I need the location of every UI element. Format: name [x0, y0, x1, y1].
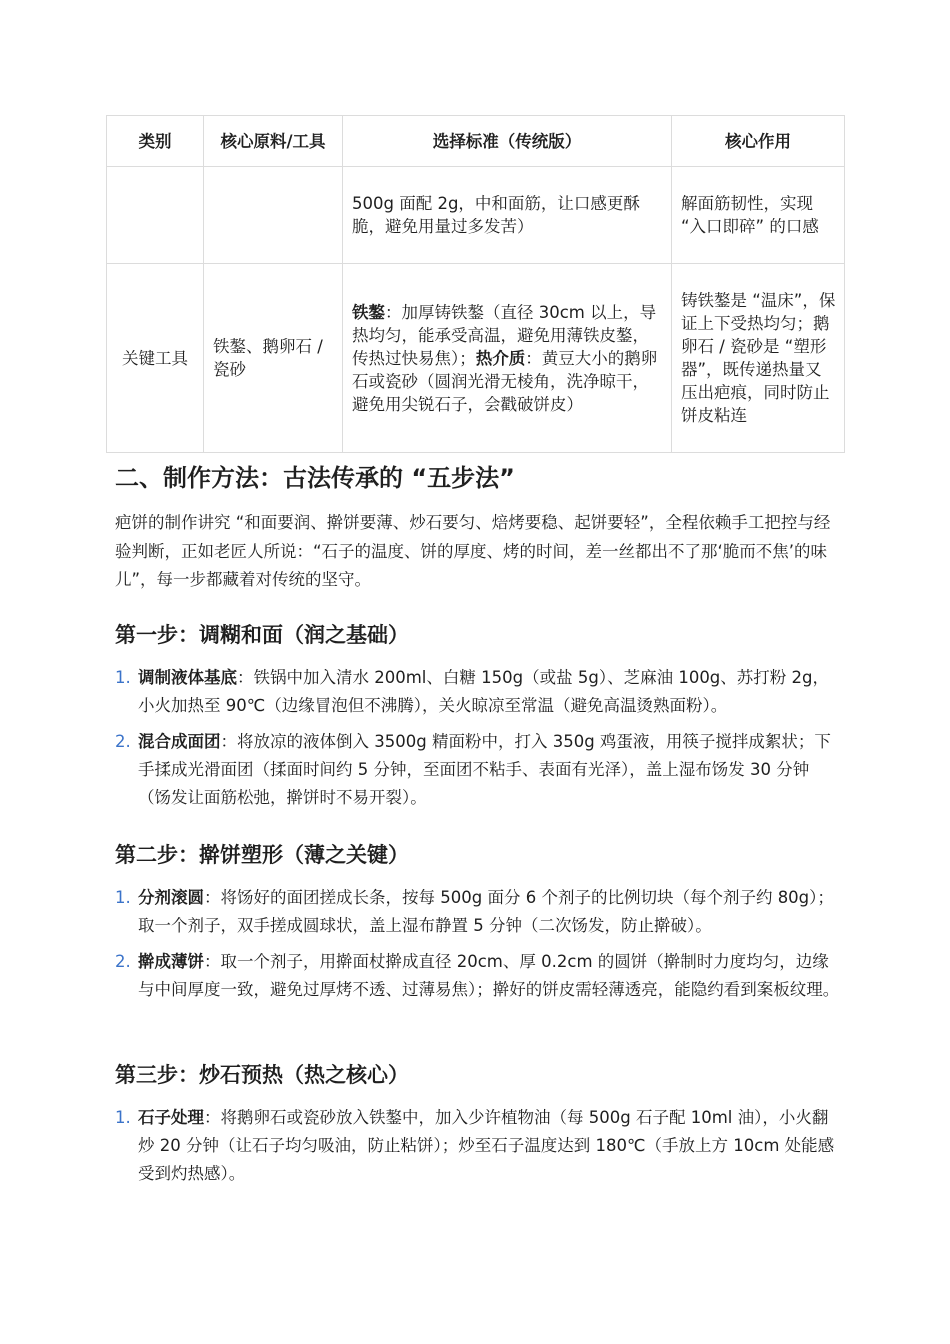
table-row: [107, 264, 845, 453]
item-heading: 分剂滚圆: [138, 888, 204, 907]
list-number: 1.: [115, 888, 131, 907]
step3-list: [115, 1104, 840, 1196]
item-heading: 擀成薄饼: [138, 952, 204, 971]
list-item: [115, 1104, 840, 1188]
cell-standard: 500g 面配 2g，中和面筋，让口感更酥脆，避免用量过多发苦）: [343, 167, 672, 264]
step1-title: 第一步：调糊和面（润之基础）: [115, 623, 409, 647]
header-category: 类别: [107, 116, 204, 167]
cell-material: [204, 167, 343, 264]
cell-material: 铁鏊、鹅卵石 / 瓷砂: [204, 264, 343, 453]
cell-role: 铸铁鏊是 “温床”，保证上下受热均匀；鹅卵石 / 瓷砂是 “塑形器”，既传递热量又压出疤痕，同时防止饼皮粘连: [672, 264, 845, 453]
header-material: 核心原料/工具: [204, 116, 343, 167]
list-item: [115, 884, 840, 940]
section-intro: 疤饼的制作讲究 “和面要润、擀饼要薄、炒石要匀、焙烤要稳、起饼要轻”，全程依赖手工把控与经验判断，正如老匠人所说：“石子的温度、饼的厚度、烤的时间，差一丝都出不了那‘脆而不焦’的味儿”，每一步都藏着对传统的坚守。: [115, 513, 831, 589]
table-header-row: [107, 116, 845, 167]
ingredient-tool-table: [106, 115, 845, 453]
bold-term: 铁鏊: [352, 302, 385, 322]
item-text: ：将鹅卵石或瓷砂放入铁鏊中，加入少许植物油（每 500g 石子配 10ml 油），小火翻炒 20 分钟（让石子均匀吸油，防止粘饼）；炒至石子温度达到 180℃（手放上方 10cm 处能感受到灼热感）。: [138, 1108, 835, 1183]
list-number: 2.: [115, 952, 131, 971]
header-role: 核心作用: [672, 116, 845, 167]
item-text: ：取一个剂子，用擀面杖擀成直径 20cm、厚 0.2cm 的圆饼（擀制时力度均匀，边缘与中间厚度一致，避免过厚烤不透、过薄易焦）；擀好的饼皮需轻薄透亮，能隐约看到案板纹理。: [138, 952, 840, 999]
header-standard: 选择标准（传统版）: [343, 116, 672, 167]
item-heading: 混合成面团: [138, 732, 221, 751]
step3-title: 第三步：炒石预热（热之核心）: [115, 1063, 409, 1087]
step2-list: [115, 884, 840, 1012]
cell-category: [107, 167, 204, 264]
list-item: [115, 664, 840, 720]
bold-term: 热介质: [475, 348, 526, 368]
cell-role: 解面筋韧性，实现 “入口即碎” 的口感: [672, 167, 845, 264]
item-heading: 调制液体基底: [138, 668, 237, 687]
cell-text: ：黄豆大小的鹅卵石或瓷砂（圆润光滑无棱角，洗净晾干，避免用尖锐石子，会戳破饼皮）: [352, 348, 658, 414]
cell-standard: [343, 264, 672, 453]
cell-text: ：加厚铸铁鏊（直径 30cm 以上，导热均匀，能承受高温，避免用薄铁皮鏊，传热过快易焦）；: [352, 302, 657, 368]
list-number: 2.: [115, 732, 131, 751]
item-heading: 石子处理: [138, 1108, 204, 1127]
step1-list: [115, 664, 840, 820]
step2-title: 第二步：擀饼塑形（薄之关键）: [115, 843, 409, 867]
item-text: ：将饧好的面团搓成长条，按每 500g 面分 6 个剂子的比例切块（每个剂子约 80g）；取一个剂子，双手搓成圆球状，盖上湿布静置 5 分钟（二次饧发，防止擀破）。: [138, 888, 834, 935]
list-item: [115, 948, 840, 1004]
item-text: ：将放凉的液体倒入 3500g 精面粉中，打入 350g 鸡蛋液，用筷子搅拌成絮状；下手揉成光滑面团（揉面时间约 5 分钟，至面团不粘手、表面有光泽），盖上湿布饧发 30 分钟（饧发让面筋松弛，擀饼时不易开裂）。: [138, 732, 831, 807]
item-text: ：铁锅中加入清水 200ml、白糖 150g（或盐 5g）、芝麻油 100g、苏打粉 2g，小火加热至 90℃（边缘冒泡但不沸腾），关火晾凉至常温（避免高温烫熟面粉）。: [138, 668, 830, 715]
table-row: [107, 167, 845, 264]
list-number: 1.: [115, 1108, 131, 1127]
section-title: 二、制作方法：古法传承的 “五步法”: [115, 464, 515, 492]
list-item: [115, 728, 840, 812]
list-number: 1.: [115, 668, 131, 687]
cell-category: 关键工具: [107, 264, 204, 453]
